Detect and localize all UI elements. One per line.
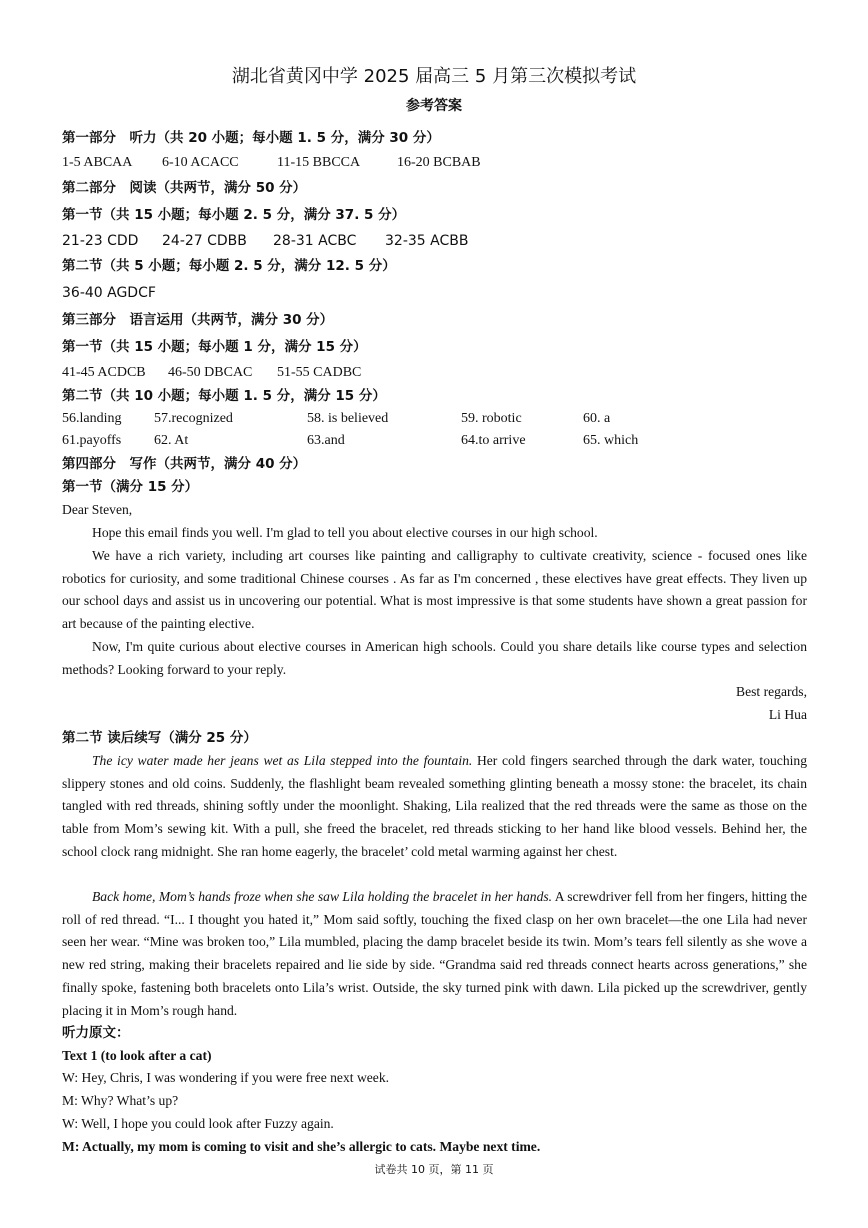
blank-answer: 60. a	[583, 411, 611, 426]
answer-group: 16-20 BCBAB	[397, 155, 481, 170]
part1-heading: 第一部分 听力（共 20 小题；每小题 1. 5 分，满分 30 分）	[62, 130, 440, 146]
part2-heading: 第二部分 阅读（共两节，满分 50 分）	[62, 180, 307, 196]
answer-group: 51-55 CADBC	[277, 365, 362, 380]
part2-section2-heading: 第二节（共 5 小题；每小题 2. 5 分，满分 12. 5 分）	[62, 258, 396, 274]
paragraph-body: Her cold fingers searched through the dark water, touching slippery stones and old coins. Suddenly, the flashlight beam revealed something glinting beneath a mossy stone: the bracelet, its chain tangled with red threads, shining softly under the moonlight. Shaking, Lila realized that the red threads were the same as those on the table from Mom’s sewing kit. With a pull, she freed the bracelet, red threads sticking to her hand like blood vessels. Behind her, the school clock rang midnight. She ran home eagerly, the bracelet’ cold metal warming against her chest.	[62, 753, 808, 859]
letter-paragraph: Now, I'm quite curious about elective courses in American high schools. Could you share details like course types and selection methods? Looking forward to your reply.	[62, 639, 807, 677]
blank-answer: 59. robotic	[461, 411, 522, 426]
answer-group: 28-31 ACBC	[273, 233, 357, 249]
part3-heading: 第三部分 语言运用（共两节，满分 30 分）	[62, 312, 334, 328]
answer-group: 6-10 ACACC	[162, 155, 239, 170]
page-subtitle: 参考答案	[406, 98, 462, 114]
answer-group: 21-23 CDD	[62, 233, 139, 249]
dialogue-line: W: Well, I hope you could look after Fuzzy again.	[62, 1116, 334, 1131]
blank-answer: 57.recognized	[154, 411, 233, 426]
letter-signature: Li Hua	[768, 707, 807, 722]
paragraph-body: A screwdriver fell from her fingers, hitting the roll of red thread. “I... I thought you hated it,” Mom said softly, touching the fixed clasp on her own bracelet—the one Lila had never seen her wear. “Mine was broken too,” Lila mumbled, placing the damp bracelet beside its twin. Mom’s tears fell silently as she wove a new red string, making their bracelets repaired and lie side by side. “Grandma said red threads connect hearts across generations,” she finally spoke, fastening both bracelets onto Lila’s wrist. Outside, the sky turned pink with dawn. Lila picked up the screwdriver, gently placing it in Mom’s rough hand.	[62, 889, 807, 1018]
part3-section1-heading: 第一节（共 15 小题；每小题 1 分，满分 15 分）	[62, 339, 367, 355]
letter-paragraph: We have a rich variety, including art courses like painting and calligraphy to cultivate creativity, science - focused ones like robotics for curiosity, and some traditional Chinese courses . As far as I'm concerned , these electives have great effects. They liven up our school days and assist us in uncovering our potential. What is most impressive is that some students have shown a great passion for art because of the painting elective.	[62, 548, 807, 632]
blank-answer: 58. is believed	[307, 411, 389, 426]
answer-group: 24-27 CDBB	[162, 233, 247, 249]
continuation-paragraph-1	[62, 750, 807, 864]
dialogue-line-answer: M: Actually, my mom is coming to visit and she’s allergic to cats. Maybe next time.	[62, 1139, 541, 1154]
page-footer: 试卷共 10 页，第 11 页	[374, 1163, 494, 1176]
dialogue-line: W: Hey, Chris, I was wondering if you were free next week.	[62, 1070, 390, 1085]
blank-answer: 65. which	[583, 433, 639, 448]
letter-salutation: Dear Steven,	[62, 502, 133, 517]
part4-section1-heading: 第一节（满分 15 分）	[62, 479, 199, 495]
letter-closing: Best regards,	[736, 684, 807, 699]
part2-section1-heading: 第一节（共 15 小题；每小题 2. 5 分，满分 37. 5 分）	[62, 207, 406, 223]
answer-group: 36-40 AGDCF	[62, 285, 156, 301]
listening-text-title: Text 1 (to look after a cat)	[62, 1048, 212, 1063]
letter-paragraph: Hope this email finds you well. I'm glad to tell you about elective courses in our high school.	[92, 525, 598, 540]
blank-answer: 64.to arrive	[461, 433, 526, 448]
answer-group: 46-50 DBCAC	[168, 365, 253, 380]
part4-section2-heading: 第二节 读后续写（满分 25 分）	[62, 730, 257, 746]
page-title: 湖北省黄冈中学 2025 届高三 5 月第三次模拟考试	[231, 66, 637, 87]
blank-answer: 62. At	[154, 433, 189, 448]
continuation-paragraph-2	[62, 886, 807, 1022]
part4-heading: 第四部分 写作（共两节，满分 40 分）	[62, 456, 307, 472]
answer-group: 11-15 BBCCA	[277, 155, 361, 170]
answer-group: 1-5 ABCAA	[62, 155, 133, 170]
paragraph-lead-sentence: Back home, Mom’s hands froze when she saw Lila holding the bracelet in her hands.	[92, 889, 553, 904]
answer-group: 41-45 ACDCB	[62, 365, 146, 380]
answer-group: 32-35 ACBB	[385, 233, 469, 249]
listening-heading: 听力原文：	[62, 1025, 130, 1041]
blank-answer: 56.landing	[62, 411, 122, 426]
part3-section2-heading: 第二节（共 10 小题；每小题 1. 5 分，满分 15 分）	[62, 388, 386, 404]
dialogue-line: M: Why? What’s up?	[62, 1093, 179, 1108]
blank-answer: 61.payoffs	[62, 433, 122, 448]
paragraph-lead-sentence: The icy water made her jeans wet as Lila stepped into the fountain.	[92, 753, 473, 768]
blank-answer: 63.and	[307, 433, 345, 448]
